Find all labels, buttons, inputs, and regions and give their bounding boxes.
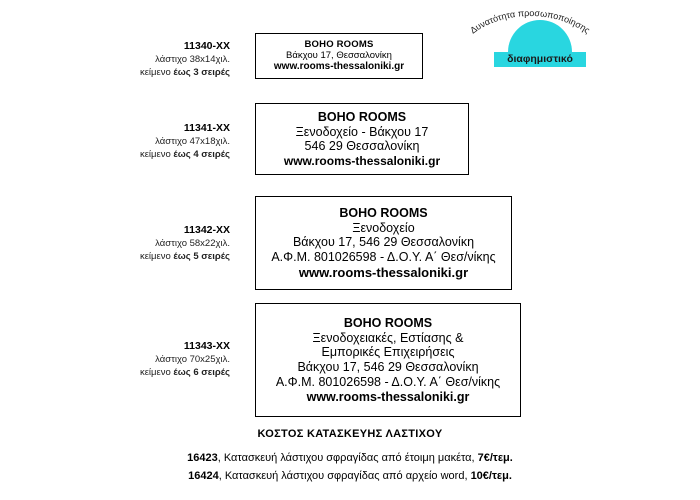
footer-item-2-text: , Κατασκευή λάστιχου σφραγίδας από αρχείο word, bbox=[218, 470, 471, 482]
product-lines-4 bbox=[80, 366, 230, 379]
footer-item-2 bbox=[0, 470, 700, 482]
product-size-2: λάστιχο 47x18χιλ. bbox=[155, 136, 230, 147]
stamp-line-4-4: Α.Φ.Μ. 801026598 - Δ.Ο.Υ. Α΄ Θεσ/νίκης bbox=[275, 374, 501, 389]
stamp-line-3-1: Ξενοδοχείο bbox=[352, 220, 415, 235]
product-lines-value-2: έως 4 σειρές bbox=[173, 149, 230, 160]
stamp-preview-2 bbox=[255, 103, 469, 175]
stamp-title-3: BOHO ROOMS bbox=[339, 205, 428, 220]
product-lines-prefix-4: κείμενο bbox=[139, 367, 174, 378]
product-size-1: λάστιχο 38x14χιλ. bbox=[155, 54, 230, 65]
stamp-title-1: BOHO ROOMS bbox=[304, 38, 374, 50]
product-lines-3 bbox=[80, 250, 230, 263]
product-lines-value-3: έως 5 σειρές bbox=[173, 251, 230, 262]
stamp-title-2: BOHO ROOMS bbox=[317, 109, 407, 124]
product-size-4: λάστιχο 70x25χιλ. bbox=[155, 354, 230, 365]
stamp-web-3: www.rooms-thessaloniki.gr bbox=[298, 264, 469, 280]
stamp-line-1-1: Βάκχου 17, Θεσσαλονίκη bbox=[286, 50, 392, 62]
badge-arc-label: Δυνατότητα προσωποποίησης bbox=[468, 8, 592, 36]
product-info-4 bbox=[80, 340, 230, 379]
stamp-preview-3 bbox=[255, 196, 512, 290]
footer-item-1 bbox=[0, 452, 700, 464]
personalization-badge bbox=[430, 8, 630, 78]
product-code-2: 11341-XX bbox=[183, 122, 230, 134]
stamp-line-4-3: Βάκχου 17, 546 29 Θεσσαλονίκη bbox=[297, 360, 479, 374]
product-info-3 bbox=[80, 224, 230, 263]
stamp-line-3-2: Βάκχου 17, 546 29 Θεσσαλονίκη bbox=[292, 235, 475, 250]
footer-item-1-text: , Κατασκευή λάστιχου σφραγίδας από έτοιμη μακέτα, bbox=[217, 452, 478, 464]
footer-item-2-code: 16424 bbox=[188, 470, 219, 482]
stamp-line-2-2: 546 29 Θεσσαλονίκη bbox=[304, 139, 420, 154]
stamp-web-1: www.rooms-thessaloniki.gr bbox=[273, 61, 405, 73]
product-lines-prefix-3: κείμενο bbox=[139, 251, 174, 262]
product-info-1 bbox=[80, 40, 230, 79]
stamp-preview-1 bbox=[255, 33, 423, 79]
product-code-4: 11343-XX bbox=[183, 340, 230, 352]
stamp-line-2-1: Ξενοδοχείο - Βάκχου 17 bbox=[295, 124, 429, 139]
footer-item-1-price: 7€/τεμ. bbox=[477, 452, 513, 464]
product-lines-1 bbox=[80, 66, 230, 79]
stamp-line-4-2: Εμπορικές Επιχειρήσεις bbox=[321, 345, 455, 360]
product-info-2 bbox=[80, 122, 230, 161]
stamp-preview-4 bbox=[255, 303, 521, 417]
stamp-line-3-3: Α.Φ.Μ. 801026598 - Δ.Ο.Υ. Α΄ Θεσ/νίκης bbox=[271, 250, 496, 265]
stamp-title-4: BOHO ROOMS bbox=[343, 315, 433, 330]
stamp-web-4: www.rooms-thessaloniki.gr bbox=[306, 389, 470, 404]
product-lines-2 bbox=[80, 148, 230, 161]
product-code-1: 11340-XX bbox=[183, 40, 230, 52]
stamp-web-2: www.rooms-thessaloniki.gr bbox=[283, 154, 441, 169]
stamp-line-4-1: Ξενοδοχειακές, Εστίασης & bbox=[312, 330, 464, 345]
product-lines-prefix-1: κείμενο bbox=[139, 67, 174, 78]
product-lines-value-1: έως 3 σειρές bbox=[173, 67, 230, 78]
footer-item-2-price: 10€/τεμ. bbox=[470, 470, 512, 482]
footer-item-1-code: 16423 bbox=[187, 452, 218, 464]
product-lines-value-4: έως 6 σειρές bbox=[173, 367, 230, 378]
badge-bar-label: διαφημιστικό bbox=[507, 53, 573, 65]
product-lines-prefix-2: κείμενο bbox=[139, 149, 174, 160]
product-code-3: 11342-XX bbox=[183, 224, 230, 236]
footer-title: ΚΟΣΤΟΣ ΚΑΤΑΣΚΕΥΗΣ ΛΑΣΤΙΧΟΥ bbox=[257, 428, 443, 440]
product-size-3: λάστιχο 58x22χιλ. bbox=[155, 238, 230, 249]
